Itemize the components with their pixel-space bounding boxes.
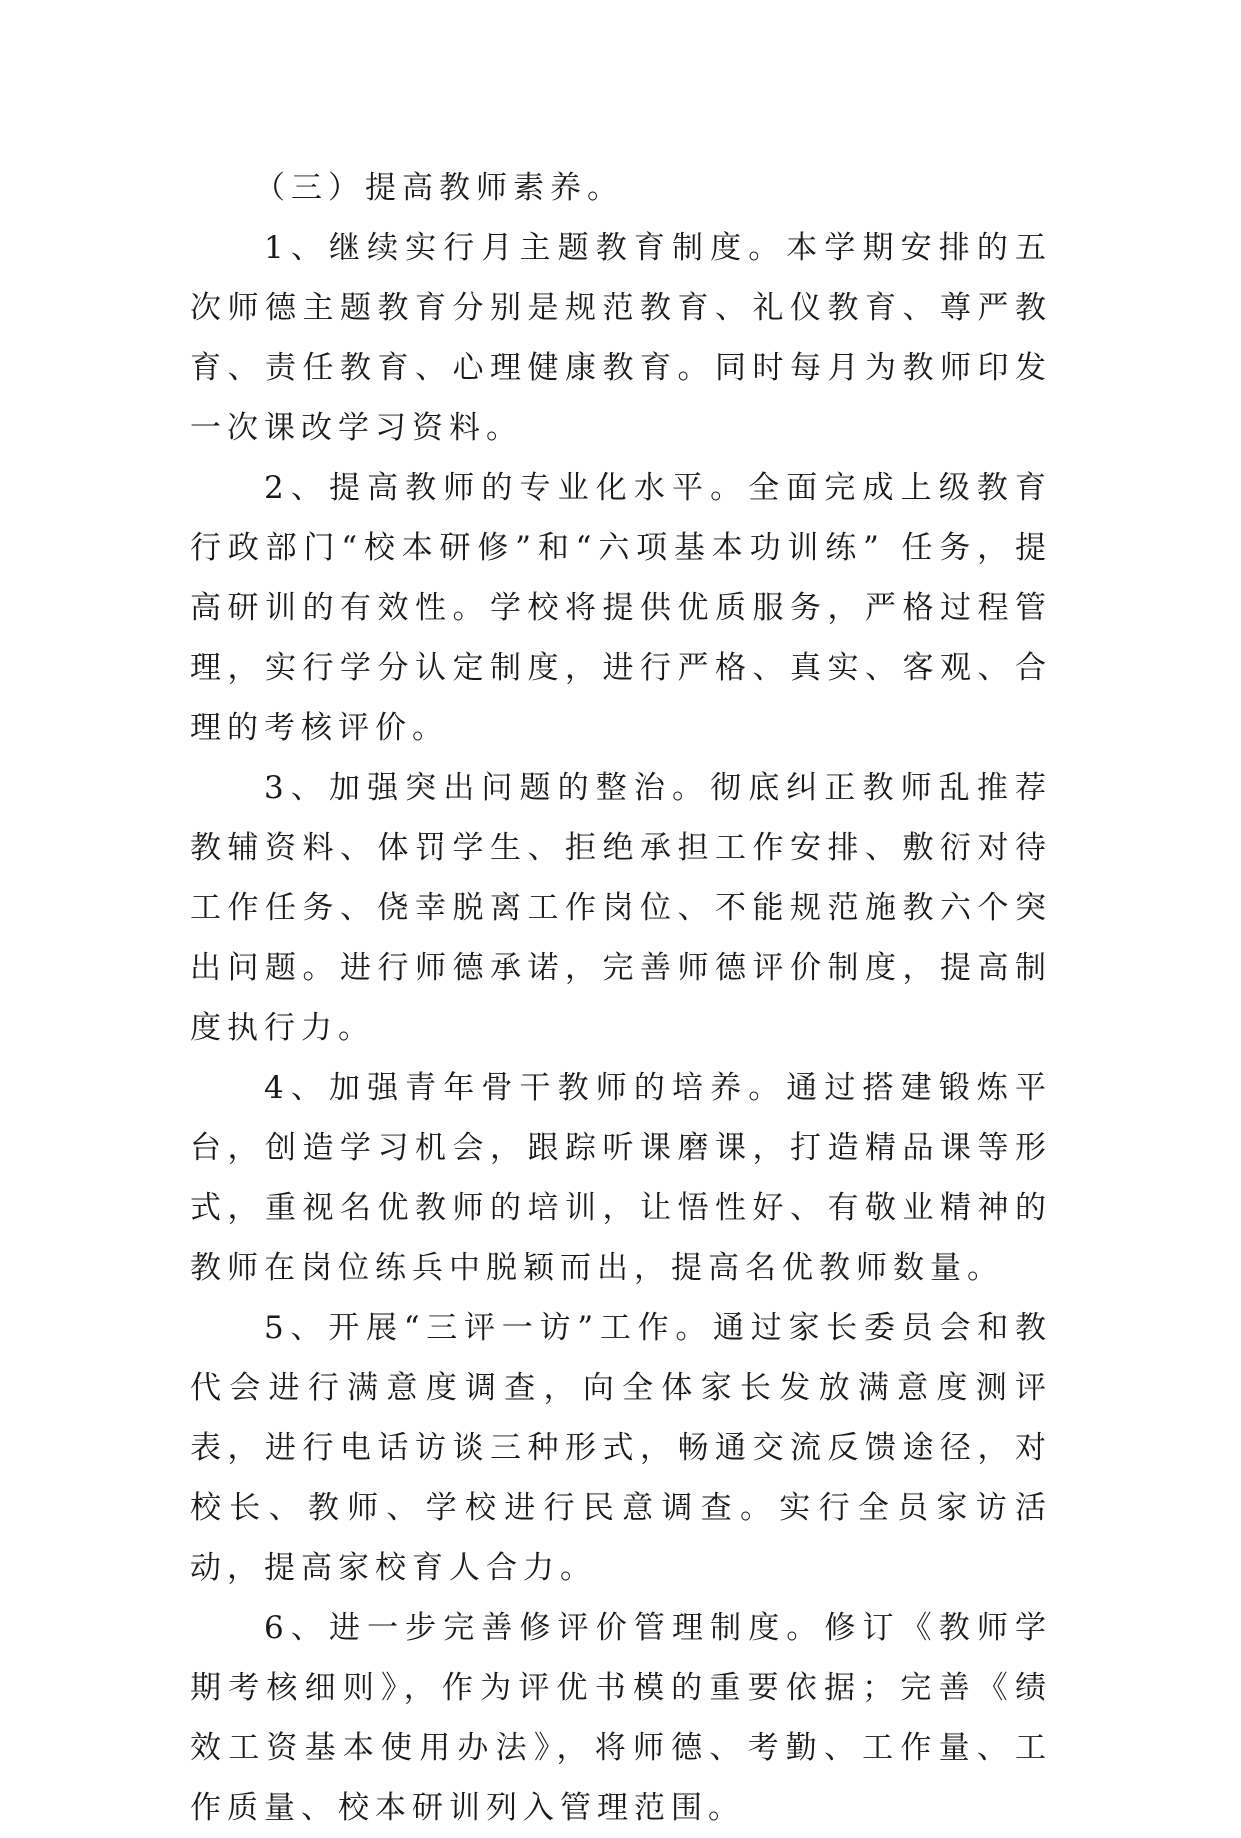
paragraph-6: 6、进一步完善修评价管理制度。修订《教师学期考核细则》，作为评优书模的重要依据；完善《绩效工资基本使用办法》，将师德、考勤、工作量、工作质量、校本研训列入管理范围。 (190, 1610, 1052, 1826)
section-heading: （三）提高教师素养。 (254, 170, 624, 206)
paragraph-4: 4、加强青年骨干教师的培养。通过搭建锻炼平台，创造学习机会，跟踪听课磨课，打造精品课等形式，重视名优教师的培训，让悟性好、有敬业精神的教师在岗位练兵中脱颖而出，提高名优教师数量。 (190, 1070, 1052, 1286)
paragraph-2: 2、提高教师的专业化水平。全面完成上级教育行政部门“校本研修”和“六项基本功训练” 任务，提高研训的有效性。学校将提供优质服务，严格过程管理，实行学分认定制度，进行严格、真实、客观、合理的考核评价。 (190, 470, 1052, 746)
document-body (190, 158, 1052, 1838)
paragraph-1: 1、继续实行月主题教育制度。本学期安排的五次师德主题教育分别是规范教育、礼仪教育、尊严教育、责任教育、心理健康教育。同时每月为教师印发一次课改学习资料。 (190, 230, 1052, 446)
paragraph-5: 5、开展“三评一访”工作。通过家长委员会和教代会进行满意度调查，向全体家长发放满意度测评表，进行电话访谈三种形式，畅通交流反馈途径，对校长、教师、学校进行民意调查。实行全员家访活动，提高家校育人合力。 (190, 1310, 1052, 1586)
paragraph-3: 3、加强突出问题的整治。彻底纠正教师乱推荐教辅资料、体罚学生、拒绝承担工作安排、敷衍对待工作任务、侥幸脱离工作岗位、不能规范施教六个突出问题。进行师德承诺，完善师德评价制度，提高制度执行力。 (190, 770, 1052, 1046)
